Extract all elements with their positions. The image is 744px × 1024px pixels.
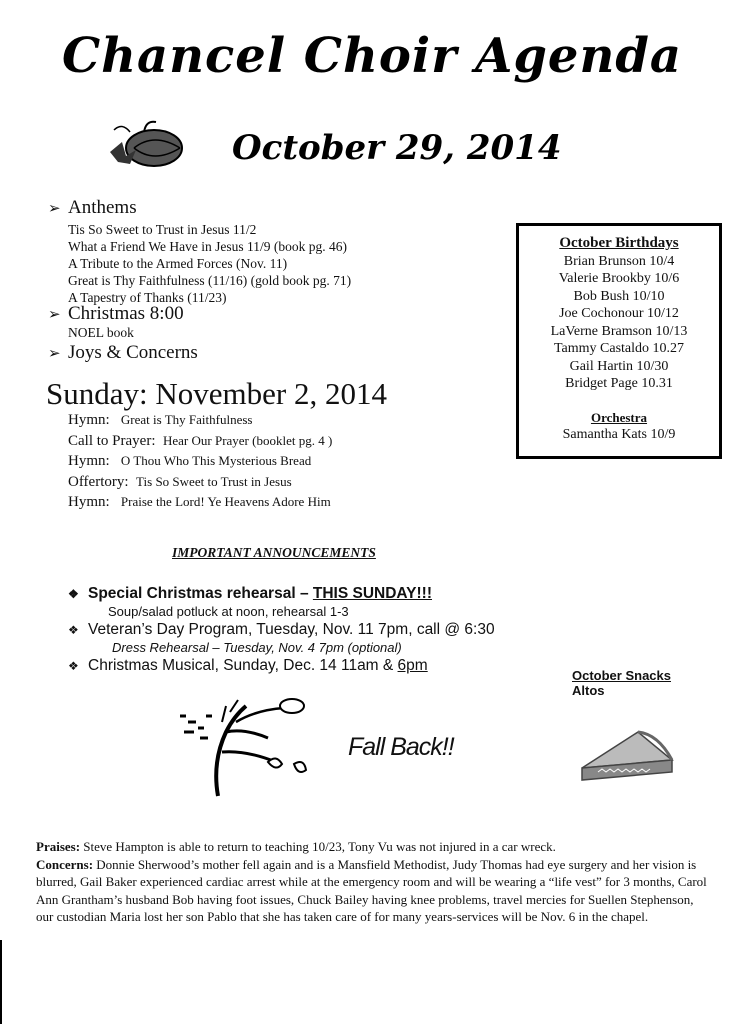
birthday-entry: Valerie Brookby 10/6 (558, 271, 680, 286)
announcement-sub: Soup/salad potluck at noon, rehearsal 1-3 (108, 604, 349, 619)
snacks-section (572, 668, 671, 698)
diamond-bullet-icon: ❖ (68, 659, 79, 673)
list-item: A Tribute to the Armed Forces (Nov. 11) (68, 256, 288, 271)
list-item: A Tapestry of Thanks (11/23) (68, 290, 227, 305)
arrow-bullet-icon: ➢ (48, 307, 61, 323)
diamond-bullet-icon: ❖ (68, 587, 79, 601)
joys-heading: ➢ Joys & Concerns (48, 342, 198, 363)
announcement-item: ❖ Veteran’s Day Program, Tuesday, Nov. 11 7pm, call @ 6:30 (68, 621, 495, 638)
service-row: Hymn: Great is Thy Faithfulness (68, 412, 253, 428)
fall-back-text: Fall Back!! (348, 733, 454, 761)
list-item: What a Friend We Have in Jesus 11/9 (book pg. 46) (68, 239, 347, 254)
announcement-item: ❖ Special Christmas rehearsal – THIS SUNDAY!!! (68, 585, 433, 602)
birthdays-heading: October Birthdays (559, 235, 679, 251)
birthday-entry: Bridget Page 10.31 (565, 376, 673, 391)
anthem-list (68, 221, 351, 306)
announcement-item: ❖ Christmas Musical, Sunday, Dec. 14 11am & 6pm (68, 657, 428, 674)
snacks-group: Altos (572, 683, 605, 698)
service-row: Call to Prayer: Hear Our Prayer (booklet pg. 4 ) (68, 432, 333, 449)
pie-slice-clipart (578, 724, 688, 784)
anthems-heading: ➢ Anthems (48, 197, 137, 218)
list-item: Great is Thy Faithfulness (11/16) (gold book pg. 71) (68, 273, 352, 288)
diamond-bullet-icon: ❖ (68, 623, 79, 637)
birthday-entry: Tammy Castaldo 10.27 (553, 341, 685, 356)
service-row: Hymn: Praise the Lord! Ye Heavens Adore Him (68, 494, 331, 510)
page-title: Chancel Choir Agenda (61, 28, 683, 84)
sunday-order-of-service (68, 410, 332, 513)
scan-edge-mark (0, 940, 2, 1024)
birthday-entry: Bob Bush 10/10 (573, 288, 665, 304)
arrow-bullet-icon: ➢ (48, 201, 61, 217)
list-item: Tis So Sweet to Trust in Jesus 11/2 (68, 222, 257, 237)
agenda-date: October 29, 2014 (232, 128, 562, 168)
windy-tree-clipart (176, 692, 326, 802)
birthday-entry: Samantha Kats 10/9 (562, 427, 676, 442)
arrow-bullet-icon: ➢ (48, 346, 61, 362)
christmas-heading: ➢ Christmas 8:00 (48, 303, 184, 324)
birthday-entry: Brian Brunson 10/4 (563, 253, 675, 269)
birthday-entry: LaVerne Bramson 10/13 (550, 323, 688, 339)
christmas-sub: NOEL book (68, 325, 134, 340)
pumpkin-clipart (100, 112, 190, 174)
snacks-heading: October Snacks (572, 668, 671, 683)
service-row: Offertory: Tis So Sweet to Trust in Jesus (68, 473, 292, 490)
announcement-sub: Dress Rehearsal – Tuesday, Nov. 4 7pm (optional) (112, 640, 402, 655)
praises-line: Praises: Steve Hampton is able to return to teaching 10/23, Tony Vu was not injured in a car wreck. (36, 839, 556, 854)
birthday-entry: Gail Hartin 10/30 (569, 358, 669, 374)
sunday-heading: Sunday: November 2, 2014 (46, 376, 387, 411)
birthdays-box (516, 223, 722, 459)
praises-concerns-paragraph (36, 838, 712, 926)
birthday-entry: Joe Cochonour 10/12 (559, 306, 679, 321)
announcements-heading: IMPORTANT ANNOUNCEMENTS (172, 545, 376, 560)
concerns-line: Concerns: Donnie Sherwood’s mother fell again and is a Mansfield Methodist, Judy Thomas had eye surgery and her vision is blurred, Gail Baker experienced cardiac arrest while at the emergency room and will be wearing a “life vest” for 3 months, Carol Ann Grantham’s husband Bob having foot issues, Chuck Bailey having knee problems, travel mercies for Suellen Stephenson, our custodian Maria lost her son Pablo that she has taken care of for many years-services will be Nov. 6 in the chapel. (36, 856, 707, 925)
service-row: Hymn: O Thou Who This Mysterious Bread (68, 453, 312, 469)
orchestra-heading: Orchestra (590, 409, 648, 425)
